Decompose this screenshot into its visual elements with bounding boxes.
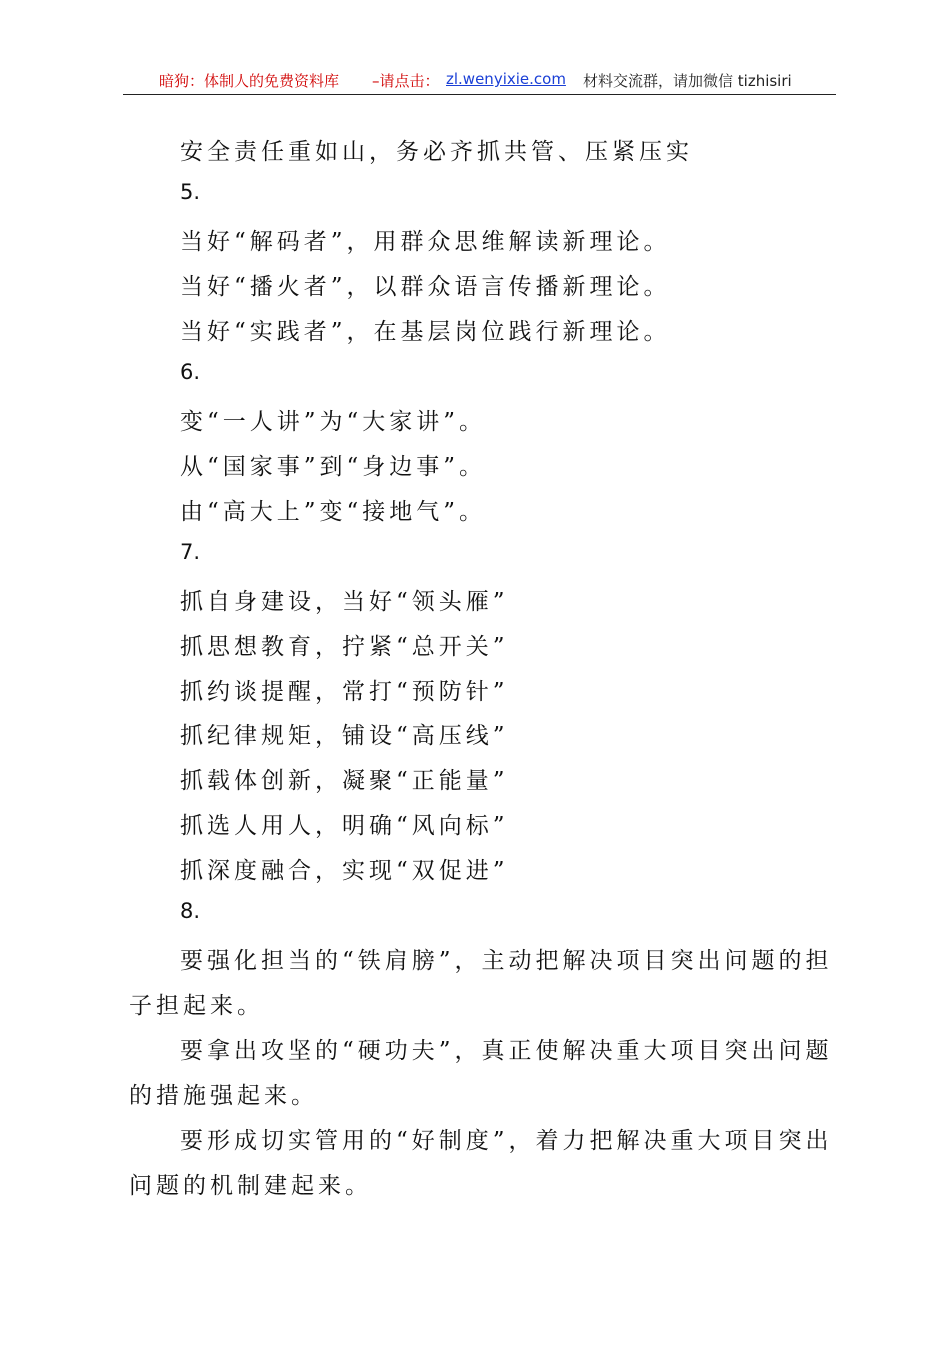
text-line: 当好“实践者”，在基层岗位践行新理论。 (180, 319, 671, 345)
text-line: 抓选人用人，明确“风向标” (180, 813, 509, 839)
text-line: 抓纪律规矩，铺设“高压线” (180, 723, 509, 749)
paragraph-line: 问题的机制建起来。 (129, 1173, 372, 1199)
section-number: 8. (180, 899, 201, 923)
section-number: 5. (180, 180, 201, 204)
text-line: 抓载体创新，凝聚“正能量” (180, 768, 509, 794)
text-line: 当好“解码者”，用群众思维解读新理论。 (180, 229, 671, 255)
paragraph-line: 要形成切实管用的“好制度”，着力把解决重大项目突出 (180, 1128, 833, 1154)
paragraph-line: 的措施强起来。 (129, 1083, 318, 1109)
header-link[interactable]: zl.wenyixie.com (446, 70, 566, 88)
paragraph-line: 要强化担当的“铁肩膀”，主动把解决项目突出问题的担 (180, 948, 833, 974)
text-line: 变“一人讲”为“大家讲”。 (180, 409, 487, 435)
text-line: 从“国家事”到“身边事”。 (180, 454, 487, 480)
section-number: 7. (180, 540, 201, 564)
text-line: 当好“播火者”，以群众语言传播新理论。 (180, 274, 671, 300)
text-line: 由“高大上”变“接地气”。 (180, 499, 487, 525)
text-line: 抓深度融合，实现“双促进” (180, 858, 509, 884)
paragraph-line: 子担起来。 (129, 993, 264, 1019)
header-site-name: 暗狗：体制人的免费资料库 (159, 72, 340, 90)
page-header (123, 66, 836, 95)
paragraph-line: 要拿出攻坚的“硬功夫”，真正使解决重大项目突出问题 (180, 1038, 833, 1064)
header-wechat-note: 材料交流群，请加微信 tizhisiri (583, 72, 792, 90)
text-line: 安全责任重如山，务必齐抓共管、压紧压实 (180, 139, 693, 165)
text-line: 抓思想教育，拧紧“总开关” (180, 634, 509, 660)
text-line: 抓约谈提醒，常打“预防针” (180, 679, 509, 705)
header-click-prompt: –请点击： (372, 72, 440, 90)
section-number: 6. (180, 360, 201, 384)
text-line: 抓自身建设，当好“领头雁” (180, 589, 509, 615)
